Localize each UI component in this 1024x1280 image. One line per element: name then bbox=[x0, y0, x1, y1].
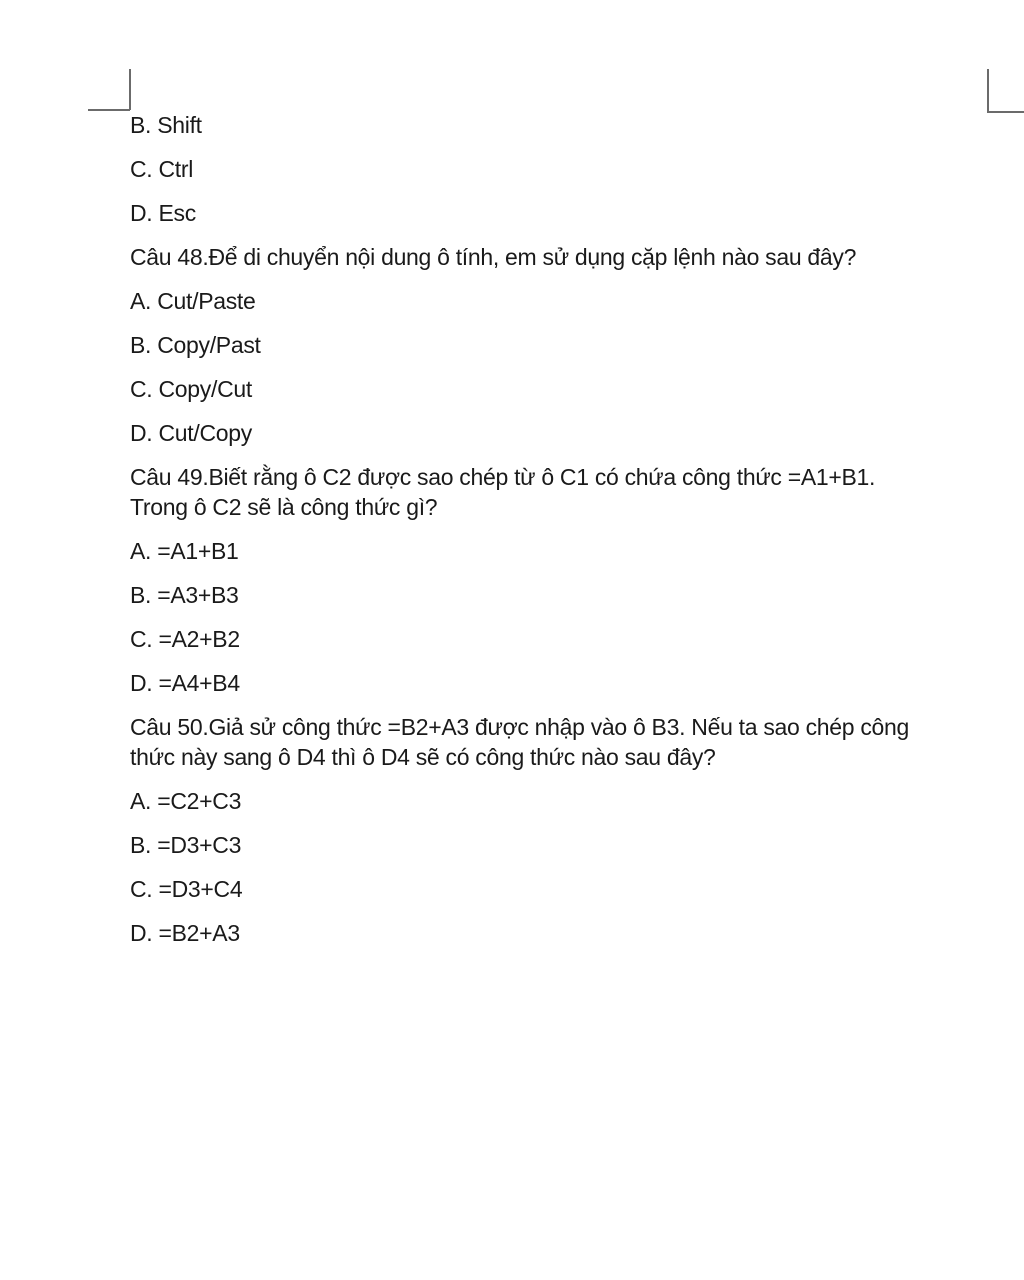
document-body bbox=[130, 110, 970, 962]
question-text-line: Câu 48.Để di chuyển nội dung ô tính, em sử dụng cặp lệnh nào sau đây? bbox=[130, 244, 857, 270]
question-text-line: thức này sang ô D4 thì ô D4 sẽ có công thức nào sau đây? bbox=[130, 744, 716, 770]
question-50 bbox=[130, 712, 970, 772]
answer-option: D. Cut/Copy bbox=[130, 420, 252, 446]
crop-mark-top-right-horizontal bbox=[987, 111, 1024, 113]
answer-option: C. Ctrl bbox=[130, 156, 194, 182]
crop-mark-top-right-vertical bbox=[987, 69, 989, 112]
answer-option: B. Copy/Past bbox=[130, 332, 261, 358]
question-49 bbox=[130, 462, 970, 522]
answer-option: D. =A4+B4 bbox=[130, 670, 240, 696]
answer-option: B. =A3+B3 bbox=[130, 582, 239, 608]
answer-option: A. =C2+C3 bbox=[130, 788, 242, 814]
question-text-line: Câu 50.Giả sử công thức =B2+A3 được nhập vào ô B3. Nếu ta sao chép công bbox=[130, 714, 910, 740]
answer-option: C. Copy/Cut bbox=[130, 376, 252, 402]
question-text-line: Trong ô C2 sẽ là công thức gì? bbox=[130, 494, 438, 520]
answer-option: C. =A2+B2 bbox=[130, 626, 240, 652]
answer-option: D. =B2+A3 bbox=[130, 920, 240, 946]
answer-option: B. =D3+C3 bbox=[130, 832, 242, 858]
question-48 bbox=[130, 242, 970, 272]
answer-option: B. Shift bbox=[130, 112, 202, 138]
crop-mark-top-left-vertical bbox=[129, 69, 131, 110]
answer-option: A. Cut/Paste bbox=[130, 288, 256, 314]
crop-mark-top-left-horizontal bbox=[88, 109, 130, 111]
question-text-line: Câu 49.Biết rằng ô C2 được sao chép từ ô C1 có chứa công thức =A1+B1. bbox=[130, 464, 876, 490]
answer-option: D. Esc bbox=[130, 200, 196, 226]
answer-option: A. =A1+B1 bbox=[130, 538, 239, 564]
answer-option: C. =D3+C4 bbox=[130, 876, 243, 902]
